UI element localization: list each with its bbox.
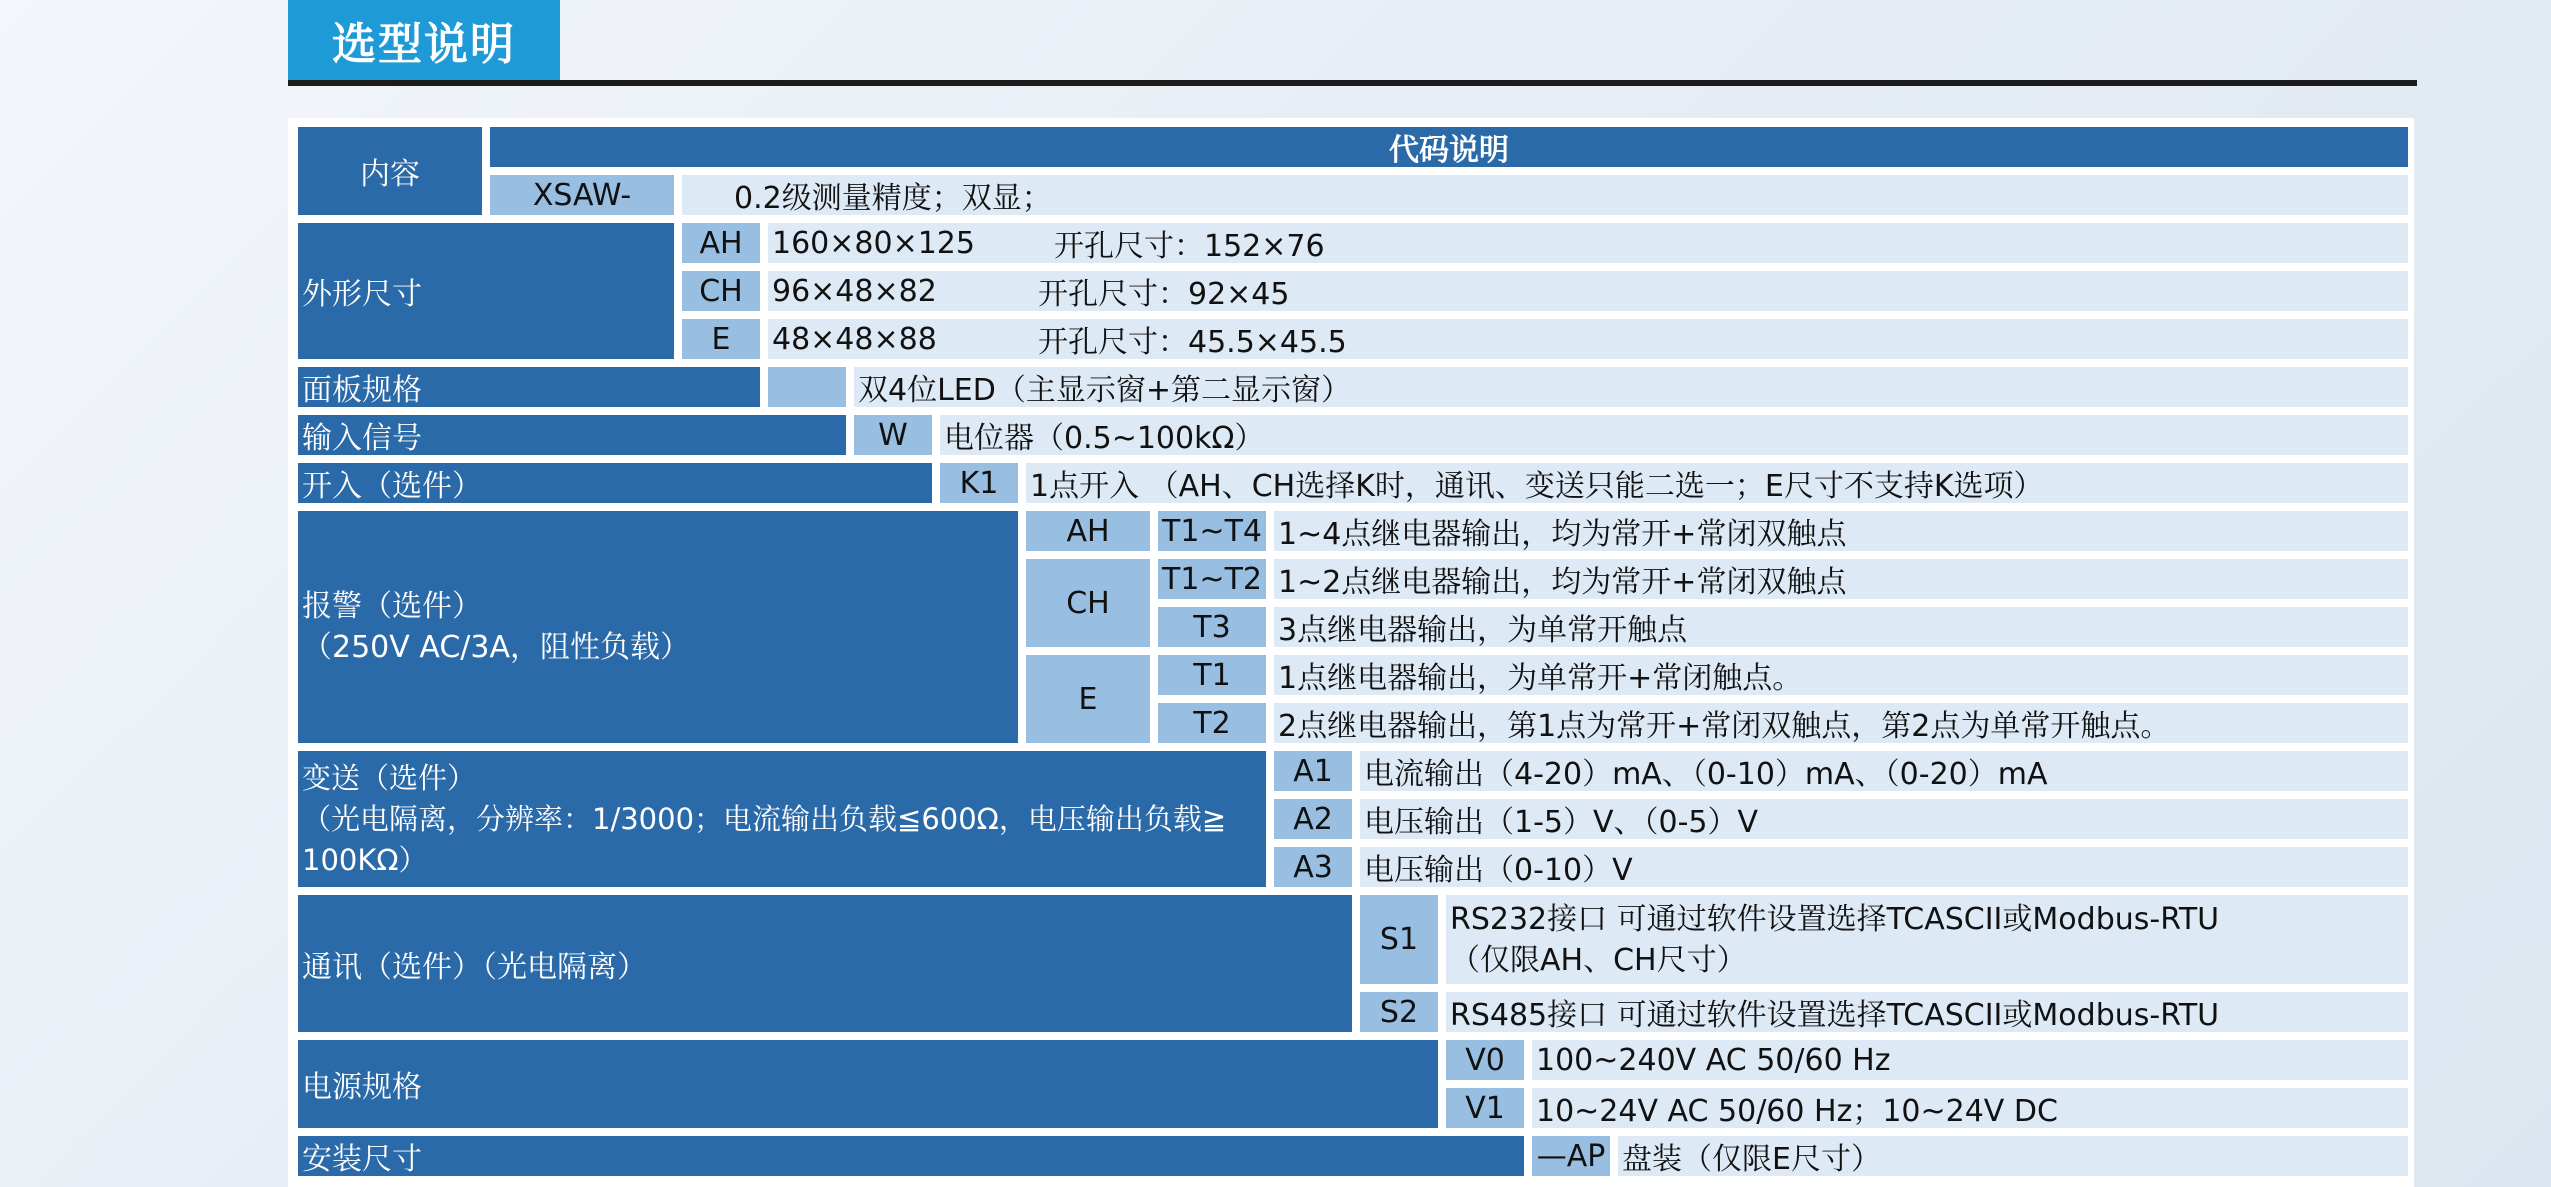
comm-code: S2 bbox=[1360, 992, 1438, 1032]
switch-in-label: 开入（选件） bbox=[298, 463, 932, 503]
size-row-ch bbox=[768, 271, 2408, 311]
size-code-ah: AH bbox=[682, 223, 760, 263]
transmit-description: 电压输出（0-10）V bbox=[1360, 847, 2408, 887]
size-cutout: 开孔尺寸：92×45 bbox=[1038, 277, 1290, 311]
comm-code: S1 bbox=[1360, 895, 1438, 984]
alarm-description: 3点继电器输出，为单常开触点 bbox=[1274, 607, 2408, 647]
model-description: 0.2级测量精度；双显； bbox=[682, 175, 2408, 215]
panel-description: 双4位LED（主显示窗+第二显示窗） bbox=[854, 367, 2408, 407]
switch-in-description: 1点开入 （AH、CH选择K时，通讯、变送只能二选一；E尺寸不支持K选项） bbox=[1026, 463, 2408, 503]
transmit-code: A3 bbox=[1274, 847, 1352, 887]
alarm-label-line2: （250V AC/3A，阻性负载） bbox=[302, 630, 690, 665]
power-label: 电源规格 bbox=[298, 1040, 1438, 1128]
alarm-code: T2 bbox=[1158, 703, 1266, 743]
power-description: 100~240V AC 50/60 Hz bbox=[1532, 1040, 2408, 1080]
transmit-description: 电压输出（1-5）V、（0-5）V bbox=[1360, 799, 2408, 839]
input-description: 电位器（0.5~100kΩ） bbox=[940, 415, 2408, 455]
size-cutout: 开孔尺寸：45.5×45.5 bbox=[1038, 325, 1347, 359]
alarm-code: T1 bbox=[1158, 655, 1266, 695]
size-code-e: E bbox=[682, 319, 760, 359]
transmit-code: A1 bbox=[1274, 751, 1352, 791]
alarm-size-e: E bbox=[1026, 655, 1150, 743]
alarm-code: T1~T2 bbox=[1158, 559, 1266, 599]
transmit-label-line2: （光电隔离，分辨率：1/3000；电流输出负载≦600Ω，电压输出负载≧ bbox=[302, 801, 1227, 836]
mount-label: 安装尺寸 bbox=[298, 1136, 1524, 1176]
power-code: V0 bbox=[1446, 1040, 1524, 1080]
transmit-label-line1: 变送（选件） bbox=[302, 760, 477, 795]
panel-label: 面板规格 bbox=[298, 367, 760, 407]
switch-in-code: K1 bbox=[940, 463, 1018, 503]
alarm-code: T3 bbox=[1158, 607, 1266, 647]
transmit-description: 电流输出（4-20）mA、（0-10）mA、（0-20）mA bbox=[1360, 751, 2408, 791]
alarm-description: 1~2点继电器输出，均为常开+常闭双触点 bbox=[1274, 559, 2408, 599]
size-cutout: 开孔尺寸：152×76 bbox=[1054, 229, 1325, 263]
transmit-label-line3: 100KΩ） bbox=[302, 842, 428, 877]
transmit-code: A2 bbox=[1274, 799, 1352, 839]
transmit-label bbox=[298, 751, 1266, 887]
model-code: XSAW- bbox=[490, 175, 674, 215]
alarm-size-ch: CH bbox=[1026, 559, 1150, 647]
comm-description: RS485接口 可通过软件设置选择TCASCII或Modbus-RTU bbox=[1446, 992, 2408, 1032]
size-row-ah bbox=[768, 223, 2408, 263]
power-description: 10~24V AC 50/60 Hz；10~24V DC bbox=[1532, 1088, 2408, 1128]
input-label: 输入信号 bbox=[298, 415, 846, 455]
size-code-ch: CH bbox=[682, 271, 760, 311]
mount-code: —AP bbox=[1532, 1136, 1610, 1176]
size-dims: 160×80×125 bbox=[772, 225, 975, 261]
size-label: 外形尺寸 bbox=[298, 223, 674, 359]
panel-code bbox=[768, 367, 846, 407]
alarm-description: 2点继电器输出，第1点为常开+常闭双触点，第2点为单常开触点。 bbox=[1274, 703, 2408, 743]
size-row-e bbox=[768, 319, 2408, 359]
comm-description-line2: （仅限AH、CH尺寸） bbox=[1450, 942, 1747, 978]
alarm-description: 1~4点继电器输出，均为常开+常闭双触点 bbox=[1274, 511, 2408, 551]
mount-description: 盘装（仅限E尺寸） bbox=[1618, 1136, 2408, 1176]
alarm-description: 1点继电器输出，为单常开+常闭触点。 bbox=[1274, 655, 2408, 695]
comm-label: 通讯（选件）（光电隔离） bbox=[298, 895, 1352, 1032]
title-underline bbox=[288, 80, 2417, 86]
section-title: 选型说明 bbox=[288, 0, 560, 80]
content-header: 内容 bbox=[298, 127, 482, 215]
comm-description-line1: RS232接口 可通过软件设置选择TCASCII或Modbus-RTU bbox=[1450, 901, 2220, 937]
code-description-header: 代码说明 bbox=[490, 127, 2408, 167]
alarm-code: T1~T4 bbox=[1158, 511, 1266, 551]
size-dims: 48×48×88 bbox=[772, 321, 937, 357]
alarm-label-line1: 报警（选件） bbox=[302, 589, 482, 624]
power-code: V1 bbox=[1446, 1088, 1524, 1128]
alarm-label bbox=[298, 511, 1018, 743]
comm-description bbox=[1446, 895, 2408, 984]
input-code: W bbox=[854, 415, 932, 455]
size-dims: 96×48×82 bbox=[772, 273, 937, 309]
alarm-size-ah: AH bbox=[1026, 511, 1150, 551]
